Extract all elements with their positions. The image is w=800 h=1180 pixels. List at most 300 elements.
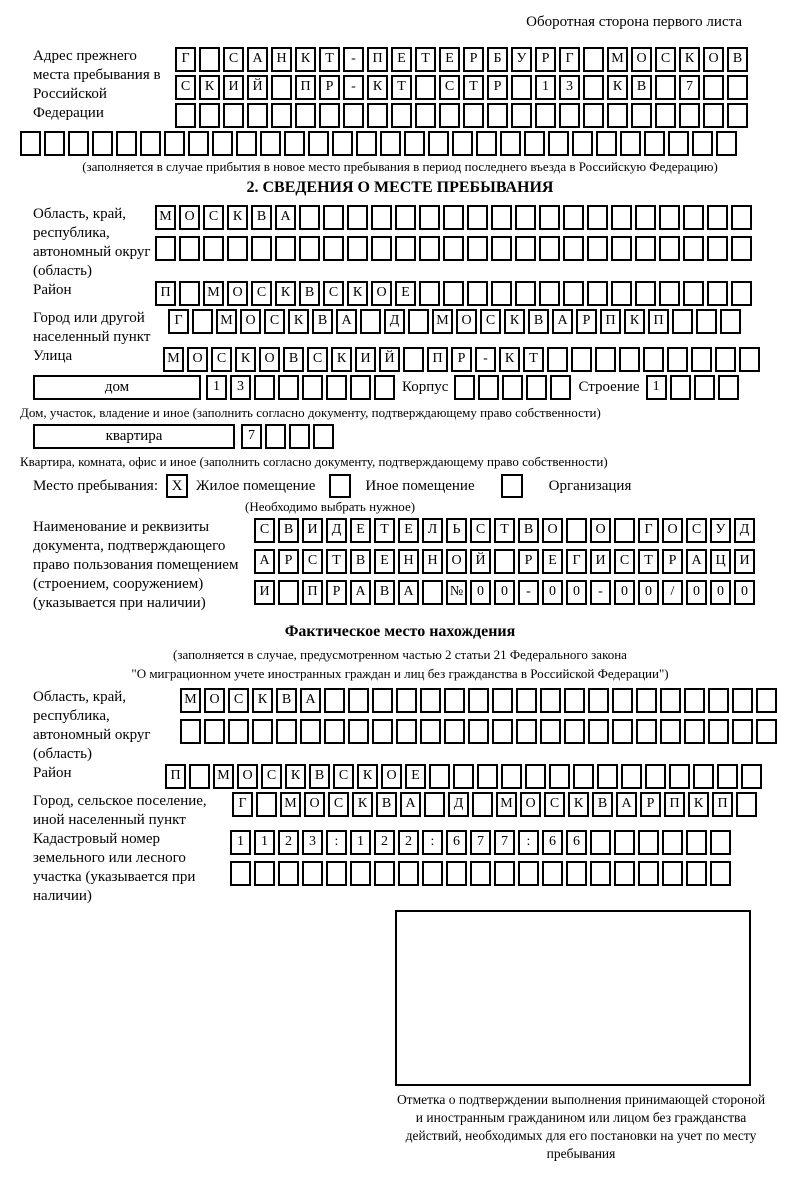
form-cell (703, 75, 724, 100)
form-cell (323, 205, 344, 230)
form-cell: С (614, 549, 635, 574)
form-cell: О (456, 309, 477, 334)
form-cell (727, 103, 748, 128)
form-cell: С (228, 688, 249, 713)
form-cell (720, 309, 741, 334)
form-cell (662, 861, 683, 886)
form-cell (563, 236, 584, 261)
form-cell (694, 375, 715, 400)
form-cell (302, 861, 323, 886)
form-cell: - (590, 580, 611, 605)
other-premise-checkbox (329, 474, 351, 498)
form-cell (732, 688, 753, 713)
form-cell (319, 103, 340, 128)
form-cell: П (155, 281, 176, 306)
form-cell: О (187, 347, 208, 372)
cell-row-district (155, 281, 755, 306)
form-cell: С (439, 75, 460, 100)
form-cell (669, 764, 690, 789)
form-cell (396, 688, 417, 713)
form-cell (372, 688, 393, 713)
form-cell (511, 75, 532, 100)
form-cell: С (323, 281, 344, 306)
form-cell (348, 719, 369, 744)
form-cell (731, 281, 752, 306)
form-cell (254, 375, 275, 400)
form-cell (583, 103, 604, 128)
form-cell (192, 309, 213, 334)
form-cell: И (254, 580, 275, 605)
form-cell: А (686, 549, 707, 574)
form-cell: О (240, 309, 261, 334)
form-cell: Р (451, 347, 472, 372)
form-cell (422, 580, 443, 605)
form-cell: В (299, 281, 320, 306)
fact-district-row (33, 764, 780, 792)
other-premise-label: Иное помещение (365, 477, 475, 494)
form-cell: 6 (446, 830, 467, 855)
form-cell: А (247, 47, 268, 72)
form-cell (588, 688, 609, 713)
form-cell (299, 236, 320, 261)
form-cell: К (568, 792, 589, 817)
form-cell (492, 688, 513, 713)
form-cell: А (400, 792, 421, 817)
form-cell (278, 861, 299, 886)
form-cell: И (355, 347, 376, 372)
cell-row-doc1 (254, 518, 758, 543)
form-cell (539, 236, 560, 261)
form-cell: Р (326, 580, 347, 605)
form-cell (478, 375, 499, 400)
form-cell (468, 719, 489, 744)
form-cell: Е (391, 47, 412, 72)
form-cell: П (295, 75, 316, 100)
form-cell (302, 375, 323, 400)
fact-district-label: Район (33, 765, 72, 781)
form-cell (535, 103, 556, 128)
form-cell: / (662, 580, 683, 605)
form-cell: О (542, 518, 563, 543)
cell-row-apartment (241, 424, 337, 449)
form-cell: О (179, 205, 200, 230)
form-cell: : (326, 830, 347, 855)
form-cell (668, 131, 689, 156)
form-cell (444, 719, 465, 744)
form-cell (356, 131, 377, 156)
document-label: Наименование и реквизиты документа, подтверждающего право пользования помещением (строением, сооружением) (указывается при наличии) (33, 519, 239, 611)
form-cell (524, 131, 545, 156)
house-row (33, 375, 780, 403)
form-cell: 7 (470, 830, 491, 855)
form-cell: С (175, 75, 196, 100)
form-cell (539, 281, 560, 306)
form-cell: Е (405, 764, 426, 789)
form-cell: Т (523, 347, 544, 372)
form-cell (271, 75, 292, 100)
form-cell: В (592, 792, 613, 817)
form-cell (347, 236, 368, 261)
form-cell (548, 131, 569, 156)
cell-row-fact-region1 (180, 688, 780, 713)
form-cell (659, 236, 680, 261)
form-cell (515, 281, 536, 306)
form-cell (265, 424, 286, 449)
form-cell (566, 861, 587, 886)
form-cell (525, 764, 546, 789)
form-cell: О (304, 792, 325, 817)
form-cell (308, 131, 329, 156)
form-cell (164, 131, 185, 156)
form-cell (403, 347, 424, 372)
form-cell: С (544, 792, 565, 817)
form-cell (526, 375, 547, 400)
form-cell: 7 (241, 424, 262, 449)
form-cell (595, 347, 616, 372)
form-cell (491, 205, 512, 230)
form-cell (708, 719, 729, 744)
form-cell: С (470, 518, 491, 543)
form-cell (467, 236, 488, 261)
form-cell (367, 103, 388, 128)
form-cell (731, 205, 752, 230)
form-cell (732, 719, 753, 744)
form-cell (566, 518, 587, 543)
form-cell: В (276, 688, 297, 713)
form-cell (710, 830, 731, 855)
prev-address-caption: (заполняется в случае прибытия в новое место пребывания в период последнего въезда в Российскую Федерацию) (82, 159, 718, 174)
header-note: Оборотная сторона первого листа (526, 14, 742, 30)
form-cell: В (631, 75, 652, 100)
form-cell (693, 764, 714, 789)
form-cell (494, 549, 515, 574)
form-cell (380, 131, 401, 156)
cell-row-region2 (155, 236, 755, 261)
form-cell: Л (422, 518, 443, 543)
stamp-caption: Отметка о подтверждении выполнения принимающей стороной и иностранным гражданином или лицом без гражданства действий, необходимых для его постановки на учет по месту пребывания (396, 1092, 766, 1161)
form-cell (313, 424, 334, 449)
form-cell: В (283, 347, 304, 372)
form-cell (260, 131, 281, 156)
form-cell (635, 281, 656, 306)
form-cell (420, 688, 441, 713)
form-cell (419, 205, 440, 230)
form-cell (590, 861, 611, 886)
form-cell: П (648, 309, 669, 334)
residential-label: Жилое помещение (196, 477, 316, 494)
form-cell: М (496, 792, 517, 817)
form-cell (446, 861, 467, 886)
fact-city-label: Город, сельское поселение, иной населенный пункт (33, 793, 207, 828)
form-cell (611, 205, 632, 230)
form-cell: М (180, 688, 201, 713)
form-cell (516, 688, 537, 713)
form-cell (549, 764, 570, 789)
form-cell (326, 861, 347, 886)
form-cell (607, 103, 628, 128)
form-cell: С (203, 205, 224, 230)
form-cell: С (686, 518, 707, 543)
form-cell: № (446, 580, 467, 605)
form-cell: В (518, 518, 539, 543)
form-cell (295, 103, 316, 128)
form-cell (467, 281, 488, 306)
form-cell (564, 719, 585, 744)
form-cell (443, 281, 464, 306)
region-block (33, 205, 780, 281)
form-cell: Р (278, 549, 299, 574)
form-cell (583, 75, 604, 100)
form-cell: : (422, 830, 443, 855)
form-cell: С (333, 764, 354, 789)
form-cell: С (261, 764, 282, 789)
form-cell: М (163, 347, 184, 372)
form-cell: 7 (679, 75, 700, 100)
form-cell (347, 205, 368, 230)
form-cell: Д (734, 518, 755, 543)
form-cell: К (235, 347, 256, 372)
cadastral-cells (230, 830, 734, 889)
form-cell: 2 (374, 830, 395, 855)
form-cell (655, 75, 676, 100)
fact-city-row (33, 792, 780, 830)
form-cell: Р (319, 75, 340, 100)
form-cell (540, 719, 561, 744)
form-cell (710, 861, 731, 886)
form-cell (444, 688, 465, 713)
form-cell: А (350, 580, 371, 605)
form-cell: Т (391, 75, 412, 100)
form-cell: 0 (470, 580, 491, 605)
form-cell (477, 764, 498, 789)
form-cell: Й (379, 347, 400, 372)
form-cell: В (350, 549, 371, 574)
form-cell (741, 764, 762, 789)
form-cell: К (331, 347, 352, 372)
document-cells (254, 518, 758, 608)
form-cell (715, 347, 736, 372)
form-cell (659, 281, 680, 306)
form-cell: Н (398, 549, 419, 574)
form-cell (332, 131, 353, 156)
form-cell: Д (384, 309, 405, 334)
form-cell: 0 (494, 580, 515, 605)
form-cell (620, 131, 641, 156)
form-cell: В (374, 580, 395, 605)
form-cell (756, 688, 777, 713)
form-cell (415, 103, 436, 128)
cell-row-prev3 (175, 103, 751, 128)
form-cell: К (499, 347, 520, 372)
form-cell (396, 719, 417, 744)
form-cell: А (275, 205, 296, 230)
form-cell (299, 205, 320, 230)
form-cell: О (662, 518, 683, 543)
form-cell (587, 205, 608, 230)
form-cell: Р (535, 47, 556, 72)
form-cell (731, 236, 752, 261)
form-cell: О (446, 549, 467, 574)
form-cell (155, 236, 176, 261)
form-cell: П (302, 580, 323, 605)
fact-caption-line1: (заполняется в случае, предусмотренном частью 2 статьи 21 Федерального закона (173, 647, 627, 662)
form-cell (20, 131, 41, 156)
form-cell (692, 131, 713, 156)
form-cell (116, 131, 137, 156)
form-cell: Е (374, 549, 395, 574)
form-cell (391, 103, 412, 128)
form-cell (614, 830, 635, 855)
form-cell (68, 131, 89, 156)
form-cell (189, 764, 210, 789)
cadastral-label: Кадастровый номер земельного или лесного участка (указывается при наличии) (33, 831, 196, 904)
form-cell (422, 861, 443, 886)
form-cell (542, 861, 563, 886)
form-cell: С (254, 518, 275, 543)
form-cell (179, 281, 200, 306)
form-cell: Т (326, 549, 347, 574)
form-cell: В (727, 47, 748, 72)
form-cell (454, 375, 475, 400)
form-cell: К (504, 309, 525, 334)
cell-row-doc3 (254, 580, 758, 605)
form-cell: 3 (230, 375, 251, 400)
form-cell (571, 347, 592, 372)
form-cell (614, 518, 635, 543)
form-cell: В (376, 792, 397, 817)
form-cell: В (278, 518, 299, 543)
form-cell: Й (247, 75, 268, 100)
stay-place-label: Место пребывания: (33, 477, 158, 494)
form-cell: Е (350, 518, 371, 543)
form-cell: О (631, 47, 652, 72)
form-cell (590, 830, 611, 855)
form-cell: О (259, 347, 280, 372)
form-cell: П (664, 792, 685, 817)
form-cell: Т (494, 518, 515, 543)
house-label-box: дом (33, 375, 201, 400)
form-cell: А (616, 792, 637, 817)
form-cell (672, 309, 693, 334)
form-cell: 6 (566, 830, 587, 855)
form-cell: 1 (230, 830, 251, 855)
form-cell (707, 281, 728, 306)
form-cell (271, 103, 292, 128)
form-cell (550, 375, 571, 400)
form-cell: Е (398, 518, 419, 543)
form-cell: - (475, 347, 496, 372)
form-cell: Д (326, 518, 347, 543)
city-label: Город или другой населенный пункт (33, 310, 151, 345)
form-cell: И (734, 549, 755, 574)
form-cell: С (223, 47, 244, 72)
stamp-box (395, 910, 751, 1086)
form-cell: Г (566, 549, 587, 574)
form-cell (636, 719, 657, 744)
form-cell (326, 375, 347, 400)
form-cell: И (223, 75, 244, 100)
form-cell (252, 719, 273, 744)
form-cell (573, 764, 594, 789)
form-cell: К (199, 75, 220, 100)
form-cell: К (367, 75, 388, 100)
form-cell: Е (439, 47, 460, 72)
form-cell (371, 205, 392, 230)
form-cell: Р (576, 309, 597, 334)
apartment-caption: Квартира, комната, офис и иное (заполнить согласно документу, подтверждающему право собственности) (20, 454, 608, 469)
form-cell (708, 688, 729, 713)
form-cell (419, 236, 440, 261)
cell-row-cadastral2 (230, 861, 734, 886)
cadastral-block (33, 830, 780, 906)
form-cell: П (600, 309, 621, 334)
form-cell: К (295, 47, 316, 72)
form-cell: К (285, 764, 306, 789)
form-cell (660, 688, 681, 713)
cell-row-house (206, 375, 398, 400)
form-cell (614, 861, 635, 886)
form-cell: В (312, 309, 333, 334)
form-cell (374, 861, 395, 886)
form-cell: Д (448, 792, 469, 817)
form-cell: - (518, 580, 539, 605)
form-cell: В (309, 764, 330, 789)
form-cell: Г (175, 47, 196, 72)
form-cell (667, 347, 688, 372)
form-cell: К (624, 309, 645, 334)
form-cell: Т (374, 518, 395, 543)
form-cell (472, 792, 493, 817)
form-cell (348, 688, 369, 713)
region-cells (155, 205, 755, 264)
form-cell: О (227, 281, 248, 306)
form-cell (467, 205, 488, 230)
form-cell: С (480, 309, 501, 334)
form-cell (343, 103, 364, 128)
form-cell (324, 719, 345, 744)
form-cell (518, 861, 539, 886)
form-cell (564, 688, 585, 713)
form-cell (547, 347, 568, 372)
form-cell: Й (470, 549, 491, 574)
form-cell: Т (463, 75, 484, 100)
form-cell: 0 (686, 580, 707, 605)
form-cell (491, 236, 512, 261)
city-row (33, 309, 780, 347)
form-cell (696, 309, 717, 334)
form-cell: К (347, 281, 368, 306)
form-cell (494, 861, 515, 886)
form-cell (398, 861, 419, 886)
form-cell (502, 375, 523, 400)
form-cell (203, 236, 224, 261)
district-label: Район (33, 282, 72, 298)
cell-row-city (168, 309, 744, 334)
form-cell: А (254, 549, 275, 574)
form-cell (419, 281, 440, 306)
apartment-row (33, 424, 780, 452)
form-cell: Т (415, 47, 436, 72)
stroenie-label: Строение (578, 379, 640, 395)
form-cell: К (227, 205, 248, 230)
street-row (33, 347, 780, 375)
form-cell (443, 205, 464, 230)
form-cell: К (688, 792, 709, 817)
form-cell (707, 236, 728, 261)
form-cell (587, 236, 608, 261)
form-cell (395, 236, 416, 261)
form-cell (256, 792, 277, 817)
